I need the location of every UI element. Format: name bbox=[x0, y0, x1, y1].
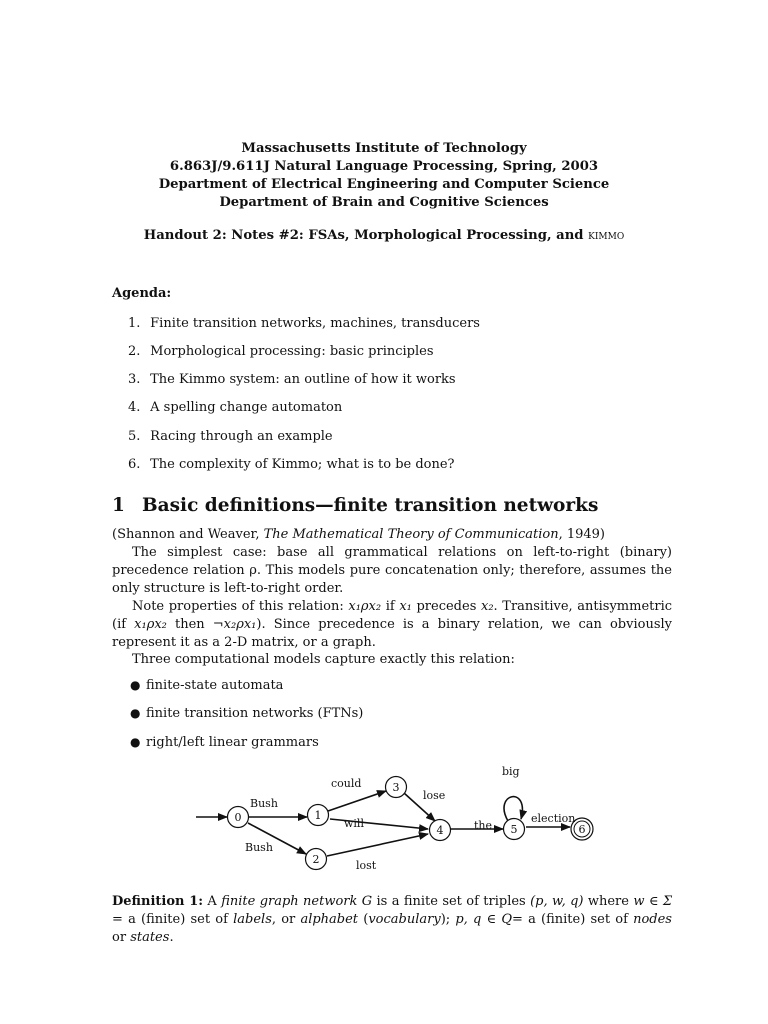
edge-label-lost: lost bbox=[356, 859, 377, 872]
edge-label-big: big bbox=[502, 765, 520, 778]
bullet-item bbox=[130, 735, 319, 750]
department-eecs: Department of Electrical Engineering and Computer Science bbox=[158, 177, 610, 192]
text-span: , or bbox=[271, 912, 301, 928]
edge-label-will: will bbox=[344, 817, 364, 830]
edge-label-the: the bbox=[474, 819, 493, 832]
node-label: 5 bbox=[510, 823, 518, 836]
edge-label-lose: lose bbox=[423, 789, 446, 802]
math-x2: x₂ bbox=[480, 599, 494, 614]
bullet-text: right/left linear grammars bbox=[146, 735, 319, 750]
definition-label: Definition 1: bbox=[112, 894, 204, 909]
text-span: ). Since precedence is a binary relation, we can obviously represent it as a 2-D matrix, or a graph. bbox=[112, 617, 672, 651]
agenda-item-number: 6. bbox=[128, 457, 141, 472]
node-1 bbox=[308, 805, 329, 826]
section-heading bbox=[112, 495, 598, 516]
edge-label-could: could bbox=[331, 777, 362, 790]
text-span: is a finite set of triples bbox=[372, 894, 531, 909]
bullet-icon: ● bbox=[130, 678, 141, 692]
node-label: 2 bbox=[312, 853, 320, 866]
math-condition: w ∈ Σ bbox=[633, 894, 673, 909]
edge-label-bush: Bush bbox=[245, 841, 273, 854]
edge-label-election: election bbox=[531, 812, 576, 825]
agenda-item-text: Racing through an example bbox=[150, 429, 333, 444]
node-2 bbox=[306, 849, 327, 870]
bullet-item bbox=[130, 678, 283, 693]
agenda-item-text: Finite transition networks, machines, transducers bbox=[150, 316, 480, 331]
term-states: states bbox=[130, 930, 170, 946]
agenda-item-number: 3. bbox=[128, 372, 141, 387]
paragraph-properties bbox=[112, 598, 672, 653]
text-span: ); bbox=[440, 912, 456, 928]
node-5 bbox=[504, 819, 525, 840]
citation-authors: (Shannon and Weaver, bbox=[112, 527, 264, 542]
handout-title bbox=[0, 227, 768, 245]
text-span: . Transitive, antisymmetric (if bbox=[112, 599, 673, 633]
agenda-item bbox=[128, 344, 434, 359]
text-span: A bbox=[203, 894, 222, 909]
edge-1-3 bbox=[328, 791, 386, 811]
text-span: . bbox=[169, 930, 174, 946]
agenda-item-number: 4. bbox=[128, 400, 141, 415]
text-span: if bbox=[381, 599, 400, 614]
bullet-text: finite-state automata bbox=[146, 678, 284, 693]
agenda-item bbox=[128, 316, 480, 331]
node-4 bbox=[430, 820, 451, 841]
term-alphabet: alphabet bbox=[300, 912, 359, 928]
section-title: Basic definitions—finite transition networks bbox=[142, 495, 599, 516]
citation-title: The Mathematical Theory of Communication bbox=[263, 527, 559, 542]
math-relation: x₁ρx₂ bbox=[134, 617, 167, 633]
agenda-item bbox=[128, 457, 455, 472]
edge-label-bush: Bush bbox=[250, 797, 278, 810]
text-span: = a (finite) set of bbox=[511, 912, 634, 928]
bullet-icon: ● bbox=[130, 706, 141, 720]
term-vocabulary: vocabulary bbox=[368, 912, 441, 928]
node-label: 6 bbox=[578, 823, 586, 836]
section-number: 1 bbox=[112, 495, 125, 516]
agenda-item-number: 1. bbox=[128, 316, 141, 331]
agenda-title: Agenda: bbox=[112, 286, 172, 301]
agenda-item-text: The complexity of Kimmo; what is to be done? bbox=[150, 457, 455, 472]
definition-1 bbox=[112, 893, 672, 948]
handout-title-text: Handout 2: Notes #2: FSAs, Morphological Processing, and bbox=[143, 228, 584, 243]
text-span: where bbox=[583, 894, 634, 909]
agenda-item bbox=[128, 372, 456, 387]
citation-year: , 1949) bbox=[558, 527, 605, 542]
math-condition: p, q ∈ Q bbox=[455, 912, 512, 928]
node-label: 0 bbox=[234, 811, 242, 824]
agenda-item bbox=[128, 400, 342, 415]
node-3 bbox=[386, 777, 407, 798]
text-span: or bbox=[112, 930, 131, 946]
agenda-item-text: The Kimmo system: an outline of how it works bbox=[150, 372, 456, 387]
agenda-item-number: 2. bbox=[128, 344, 141, 359]
bullet-text: finite transition networks (FTNs) bbox=[146, 706, 364, 721]
text-span: precedes bbox=[411, 599, 481, 614]
paragraph-models: Three computational models capture exactly this relation: bbox=[132, 652, 515, 667]
citation-line bbox=[112, 526, 672, 544]
math-triple: (p, w, q) bbox=[530, 894, 584, 909]
agenda-item-text: A spelling change automaton bbox=[150, 400, 343, 415]
document-header bbox=[0, 140, 768, 212]
paragraph-precedence: The simplest case: base all grammatical relations on left-to-right (binary) precedence relation ρ. This models pure concatenation only; therefore, assumes the only structure is left-to-right order. bbox=[112, 545, 672, 597]
text-span: ( bbox=[358, 912, 369, 928]
course-title: 6.863J/9.611J Natural Language Processing, Spring, 2003 bbox=[169, 159, 599, 174]
node-0 bbox=[228, 807, 249, 828]
bullet-item bbox=[130, 706, 363, 721]
edge-2-4 bbox=[327, 834, 428, 856]
institution-name: Massachusetts Institute of Technology bbox=[241, 141, 527, 156]
node-label: 1 bbox=[314, 809, 322, 822]
ftn-diagram bbox=[0, 755, 768, 880]
agenda-item bbox=[128, 429, 333, 444]
math-x1: x₁ bbox=[399, 599, 412, 614]
text-span: Note properties of this relation: bbox=[132, 599, 349, 614]
term-labels: labels bbox=[233, 912, 272, 928]
term-finite-graph-network: finite graph network G bbox=[221, 894, 373, 909]
term-nodes: nodes bbox=[633, 912, 672, 928]
department-bcs: Department of Brain and Cognitive Sciences bbox=[219, 195, 549, 210]
text-span: then bbox=[166, 617, 213, 633]
math-relation: x₁ρx₂ bbox=[348, 599, 382, 614]
agenda-item-number: 5. bbox=[128, 429, 141, 444]
text-span: = a (finite) set of bbox=[112, 912, 234, 928]
agenda-item-text: Morphological processing: basic principles bbox=[150, 344, 434, 359]
handout-title-kimmo: kimmo bbox=[588, 228, 625, 243]
node-label: 3 bbox=[392, 781, 400, 794]
edge-5-5-loop bbox=[504, 797, 522, 821]
bullet-icon: ● bbox=[130, 735, 141, 749]
node-label: 4 bbox=[436, 824, 444, 837]
math-negation: ¬x₂ρx₁ bbox=[212, 617, 257, 633]
